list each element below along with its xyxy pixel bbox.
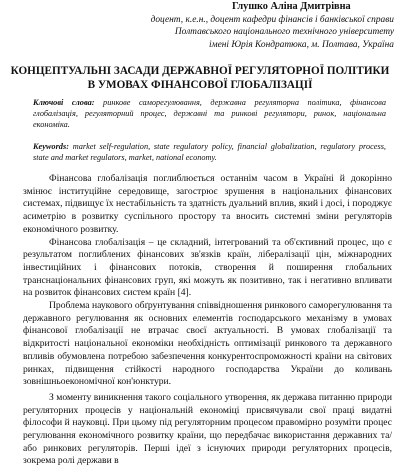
keywords-text: ринкове саморегулювання, державна регуляторна політика, фінансова глобалізація, регуляторний процес, державні та ринкові регулятори, ринок, національна економіка. [33, 98, 386, 130]
paper-title [10, 64, 390, 92]
affiliation-line: Полтавського національного технічного університету [174, 27, 394, 38]
title-line: В УМОВАХ ФІНАНСОВОЇ ГЛОБАЛІЗАЦІЇ [87, 79, 313, 92]
author-name: Глушко Аліна Дмитрівна [232, 1, 351, 12]
paragraph: Фінансова глобалізація поглиблюється останнім часом в Україні й докорінно змінює інституційне середовище, загострює зрушення в національних фінансових системах, підвищує їх нестабільність та здатність дуальний вплив, який і досі, і породжує асиметрію в розвитку суспільного простору та вносить системні зміни регуляторів економічного розвитку. [23, 173, 392, 235]
keywords-english [33, 141, 386, 163]
paragraph: Проблема наукового обґрунтування співвідношення ринкового саморегулювання та державного регулювання як основних елементів господарського механізму в умовах фінансової глобалізації не втрачає своєї актуальності. В умовах глобалізації та відкритості національної економіки необхідність оптимізації ринкового та державного впливів обумовлена потребою забезпечення конкурентоспроможності країни на світових ринках, підвищення стійкості народного господарства України до коливань зовнішньоекономічної кон'юнктури. [23, 300, 392, 388]
keywords-label: Keywords: [33, 142, 69, 151]
paragraph: З моменту виникнення такого соціального утворення, як держава питанню природи регуляторних процесів у національній економіці присвячували свої праці видатні філософи й науковці. При цьому під регуляторним процесом правомірно розуміти процес регулювання економічного розвитку країни, що передбачає використання державних та/або ринкових регуляторів. Перші ідеї з існуючих природи регуляторних процесів, зокрема ролі держави в [23, 391, 392, 467]
keywords-ukrainian [33, 97, 386, 131]
affiliation-line: доцент, к.е.н., доцент кафедри фінансів і банківської справи [150, 15, 394, 25]
keywords-text: market self-regulation, state regulatory policy, financial globalization, regulatory process, state and market regulators, market, national economy. [33, 142, 387, 163]
affiliation-line: імені Юрія Кондратюка, м. Полтава, Україна [209, 39, 394, 50]
title-line: КОНЦЕПТУАЛЬНІ ЗАСАДИ ДЕРЖАВНОЇ РЕГУЛЯТОРНОЇ ПОЛІТИКИ [10, 65, 390, 77]
body-text [23, 173, 392, 468]
paragraph: Фінансова глобалізація – це складний, інтегрований та об'єктивний процес, що є результатом поглиблених фінансових зв'язків країн, лібералізації цін, міжнародних інвестиційних і фінансових потоків, створення й поширення глобальних транснаціональних фінансових груп, які можуть як позитивно, так і негативно впливати на розвиток фінансових систем країн [4]. [23, 236, 392, 299]
keywords-label: Ключові слова: [33, 98, 95, 107]
author-affiliation [74, 14, 394, 51]
